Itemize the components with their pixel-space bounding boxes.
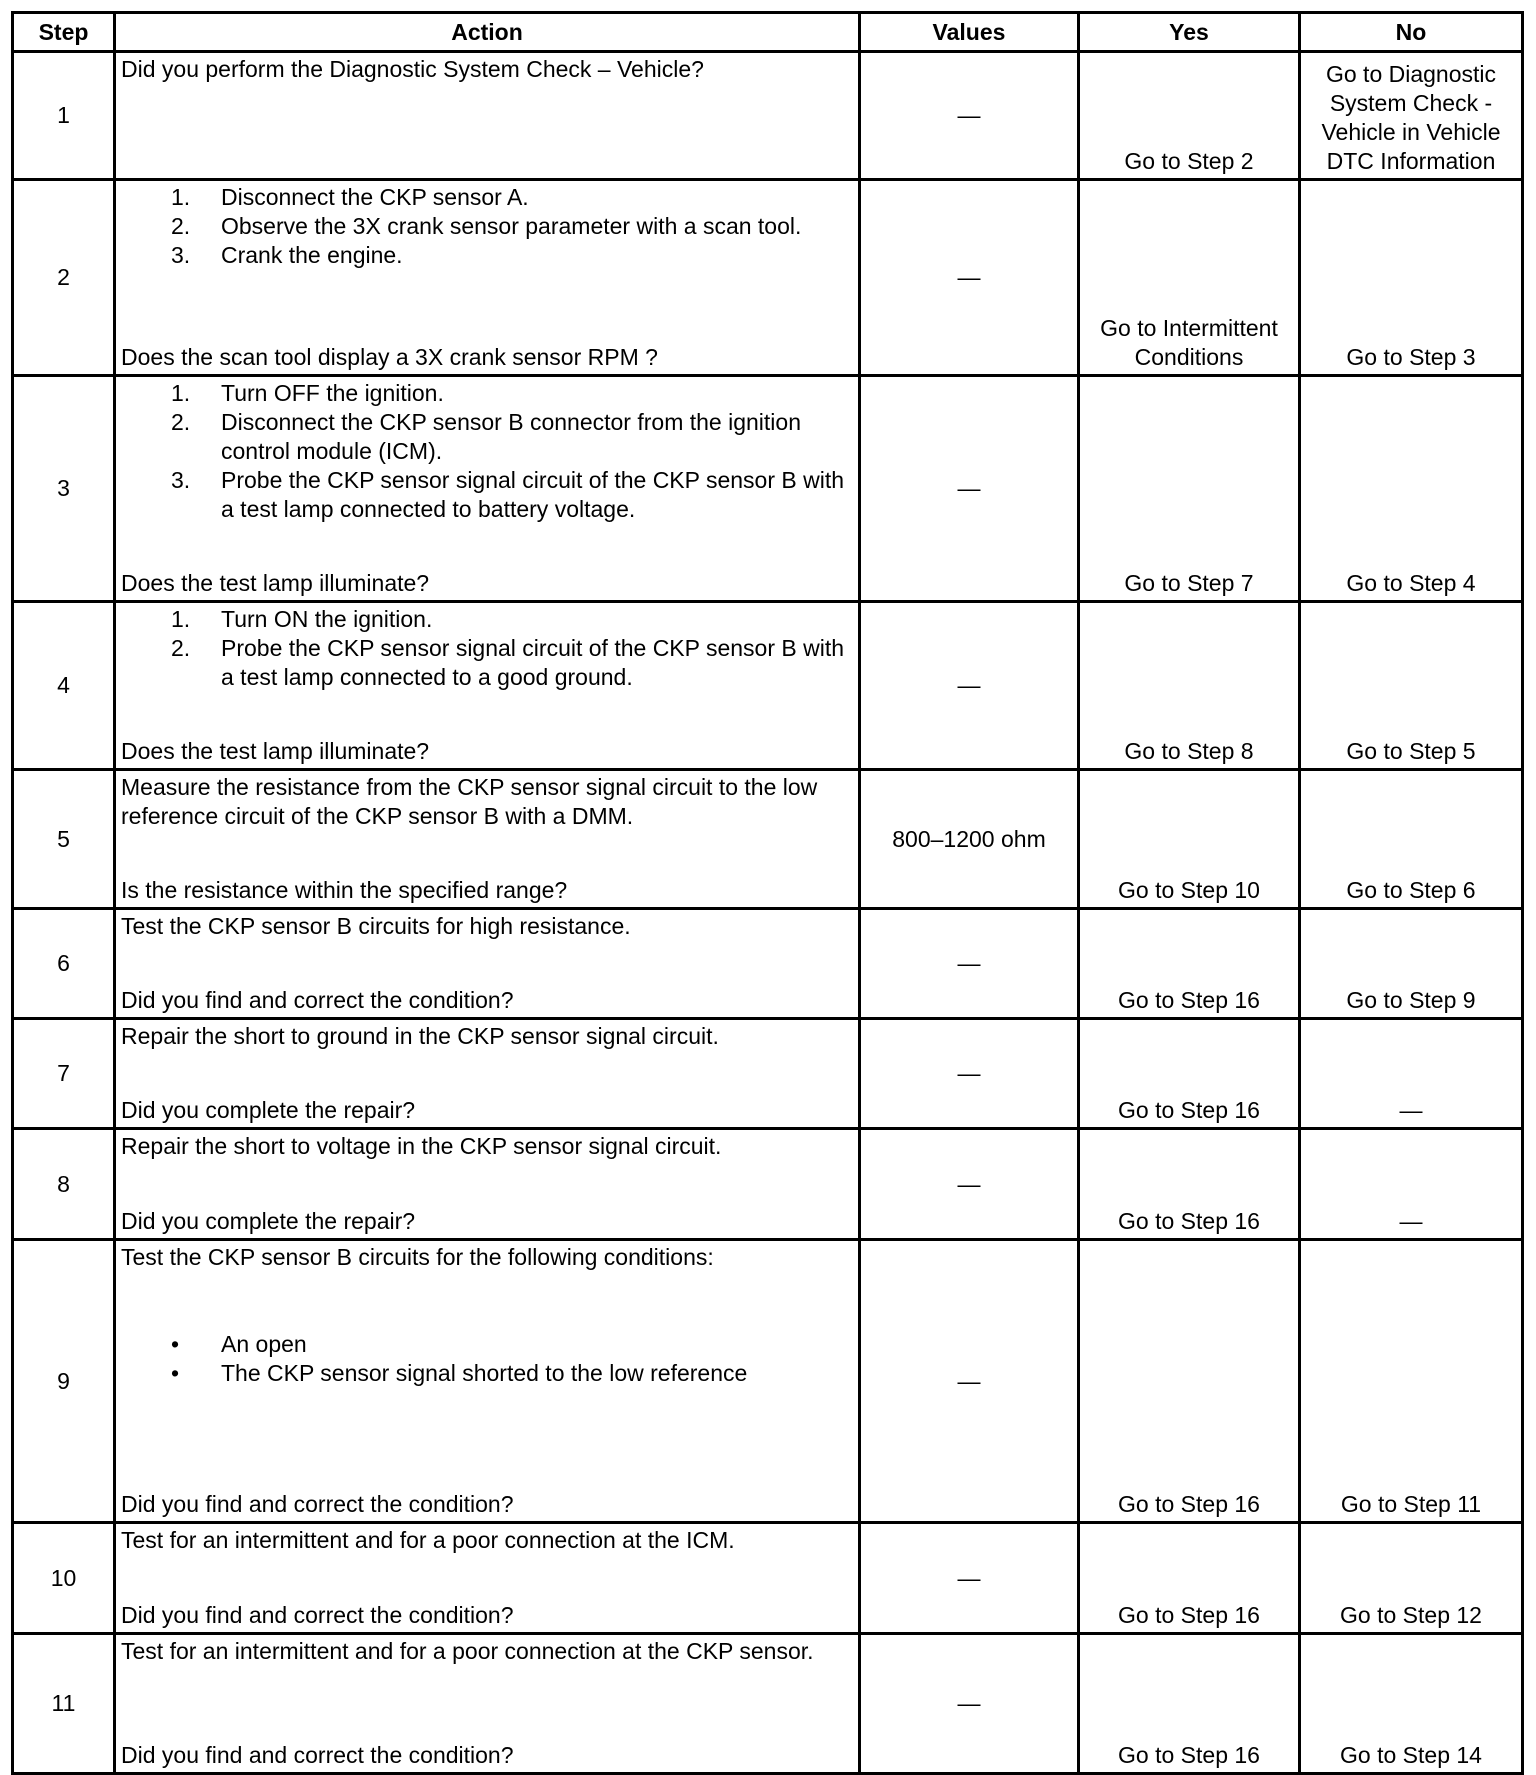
table-row	[13, 180, 1523, 376]
item-marker: 2.	[171, 409, 191, 435]
item-marker: 2.	[171, 213, 191, 239]
item-marker: 1.	[171, 184, 191, 210]
list-item	[121, 1330, 853, 1359]
values-cell: —	[860, 1129, 1079, 1240]
item-text: Crank the engine.	[221, 242, 403, 268]
table-row	[13, 1129, 1523, 1240]
action-intro: Test the CKP sensor B circuits for the following conditions:	[121, 1244, 714, 1270]
values-cell: —	[860, 52, 1079, 180]
action-cell	[115, 770, 860, 909]
values-cell: —	[860, 1240, 1079, 1523]
list-item	[121, 183, 853, 212]
item-text: Turn OFF the ignition.	[221, 380, 444, 406]
action-cell	[115, 1019, 860, 1129]
item-marker: 1.	[171, 380, 191, 406]
no-cell: Go to Step 12	[1300, 1523, 1523, 1634]
no-cell: Go to Step 3	[1300, 180, 1523, 376]
table-row	[13, 1240, 1523, 1523]
values-cell: —	[860, 1634, 1079, 1774]
item-marker: 2.	[171, 635, 191, 661]
header-no: No	[1300, 13, 1523, 52]
item-marker: 1.	[171, 606, 191, 632]
header-row	[13, 13, 1523, 52]
table-row	[13, 52, 1523, 180]
step-number: 3	[13, 376, 115, 602]
step-number: 4	[13, 602, 115, 770]
action-list	[121, 379, 853, 524]
values-cell: —	[860, 1523, 1079, 1634]
no-cell: —	[1300, 1019, 1523, 1129]
action-cell	[115, 376, 860, 602]
item-text: The CKP sensor signal shorted to the low reference	[221, 1360, 748, 1386]
table-row	[13, 1019, 1523, 1129]
list-item	[121, 1359, 853, 1388]
item-text: Probe the CKP sensor signal circuit of the CKP sensor B with a test lamp connected to battery voltage.	[221, 467, 845, 522]
header-values: Values	[860, 13, 1079, 52]
step-number: 6	[13, 909, 115, 1019]
step-number: 9	[13, 1240, 115, 1523]
action-cell	[115, 1523, 860, 1634]
step-number: 2	[13, 180, 115, 376]
yes-cell: Go to Step 16	[1079, 1019, 1300, 1129]
action-cell	[115, 602, 860, 770]
action-cell	[115, 1240, 860, 1523]
action-question: Does the test lamp illuminate?	[121, 570, 430, 596]
yes-cell: Go to Intermittent Conditions	[1079, 180, 1300, 376]
header-step: Step	[13, 13, 115, 52]
action-cell	[115, 909, 860, 1019]
yes-cell: Go to Step 16	[1079, 1523, 1300, 1634]
no-cell: Go to Step 14	[1300, 1634, 1523, 1774]
action-question: Did you find and correct the condition?	[121, 1602, 514, 1628]
list-item	[121, 634, 853, 692]
action-intro: Test for an intermittent and for a poor connection at the CKP sensor.	[121, 1638, 814, 1664]
values-cell: —	[860, 376, 1079, 602]
yes-cell: Go to Step 7	[1079, 376, 1300, 602]
action-question: Did you find and correct the condition?	[121, 987, 514, 1013]
action-intro: Repair the short to voltage in the CKP sensor signal circuit.	[121, 1133, 722, 1159]
header-yes: Yes	[1079, 13, 1300, 52]
no-cell: Go to Step 9	[1300, 909, 1523, 1019]
action-intro: Did you perform the Diagnostic System Check – Vehicle?	[121, 56, 704, 82]
values-cell: 800–1200 ohm	[860, 770, 1079, 909]
no-cell: Go to Step 5	[1300, 602, 1523, 770]
action-cell	[115, 52, 860, 180]
no-cell: —	[1300, 1129, 1523, 1240]
yes-cell: Go to Step 2	[1079, 52, 1300, 180]
header-action: Action	[115, 13, 860, 52]
item-marker: 3.	[171, 242, 191, 268]
item-text: Disconnect the CKP sensor A.	[221, 184, 529, 210]
action-question: Did you complete the repair?	[121, 1208, 416, 1234]
list-item	[121, 466, 853, 524]
yes-cell: Go to Step 16	[1079, 909, 1300, 1019]
yes-cell: Go to Step 16	[1079, 1240, 1300, 1523]
yes-cell: Go to Step 16	[1079, 1129, 1300, 1240]
item-marker: •	[171, 1360, 180, 1386]
action-cell	[115, 180, 860, 376]
action-list	[121, 183, 853, 270]
yes-cell: Go to Step 10	[1079, 770, 1300, 909]
step-number: 7	[13, 1019, 115, 1129]
action-intro: Test for an intermittent and for a poor connection at the ICM.	[121, 1527, 735, 1553]
action-question: Does the scan tool display a 3X crank sensor RPM ?	[121, 344, 658, 370]
table-row	[13, 1634, 1523, 1774]
table-row	[13, 909, 1523, 1019]
item-text: Observe the 3X crank sensor parameter with a scan tool.	[221, 213, 802, 239]
diagnostic-table	[11, 11, 1524, 1775]
action-question: Did you complete the repair?	[121, 1097, 416, 1123]
item-text: Probe the CKP sensor signal circuit of the CKP sensor B with a test lamp connected to a good ground.	[221, 635, 845, 690]
no-cell: Go to Step 4	[1300, 376, 1523, 602]
table-row	[13, 376, 1523, 602]
step-number: 8	[13, 1129, 115, 1240]
action-question: Did you find and correct the condition?	[121, 1491, 514, 1517]
item-text: An open	[221, 1331, 307, 1357]
values-cell: —	[860, 602, 1079, 770]
item-text: Turn ON the ignition.	[221, 606, 433, 632]
step-number: 1	[13, 52, 115, 180]
values-cell: —	[860, 909, 1079, 1019]
item-marker: •	[171, 1331, 180, 1357]
item-text: Disconnect the CKP sensor B connector from the ignition control module (ICM).	[221, 409, 801, 464]
action-intro: Repair the short to ground in the CKP sensor signal circuit.	[121, 1023, 719, 1049]
values-cell: —	[860, 1019, 1079, 1129]
list-item	[121, 212, 853, 241]
action-intro: Measure the resistance from the CKP sensor signal circuit to the low reference circuit of the CKP sensor B with a DMM.	[121, 774, 818, 829]
table-row	[13, 602, 1523, 770]
list-item	[121, 408, 853, 466]
action-intro: Test the CKP sensor B circuits for high resistance.	[121, 913, 631, 939]
step-number: 10	[13, 1523, 115, 1634]
no-cell: Go to Step 11	[1300, 1240, 1523, 1523]
list-item	[121, 605, 853, 634]
action-cell	[115, 1129, 860, 1240]
table-row	[13, 770, 1523, 909]
step-number: 5	[13, 770, 115, 909]
action-list	[121, 1330, 853, 1388]
step-number: 11	[13, 1634, 115, 1774]
action-question: Did you find and correct the condition?	[121, 1742, 514, 1768]
no-cell: Go to Diagnostic System Check - Vehicle in Vehicle DTC Information	[1300, 52, 1523, 180]
action-cell	[115, 1634, 860, 1774]
no-cell: Go to Step 6	[1300, 770, 1523, 909]
action-list	[121, 605, 853, 692]
list-item	[121, 379, 853, 408]
action-question: Is the resistance within the specified range?	[121, 877, 568, 903]
values-cell: —	[860, 180, 1079, 376]
item-marker: 3.	[171, 467, 191, 493]
yes-cell: Go to Step 16	[1079, 1634, 1300, 1774]
table-row	[13, 1523, 1523, 1634]
list-item	[121, 241, 853, 270]
yes-cell: Go to Step 8	[1079, 602, 1300, 770]
action-question: Does the test lamp illuminate?	[121, 738, 430, 764]
